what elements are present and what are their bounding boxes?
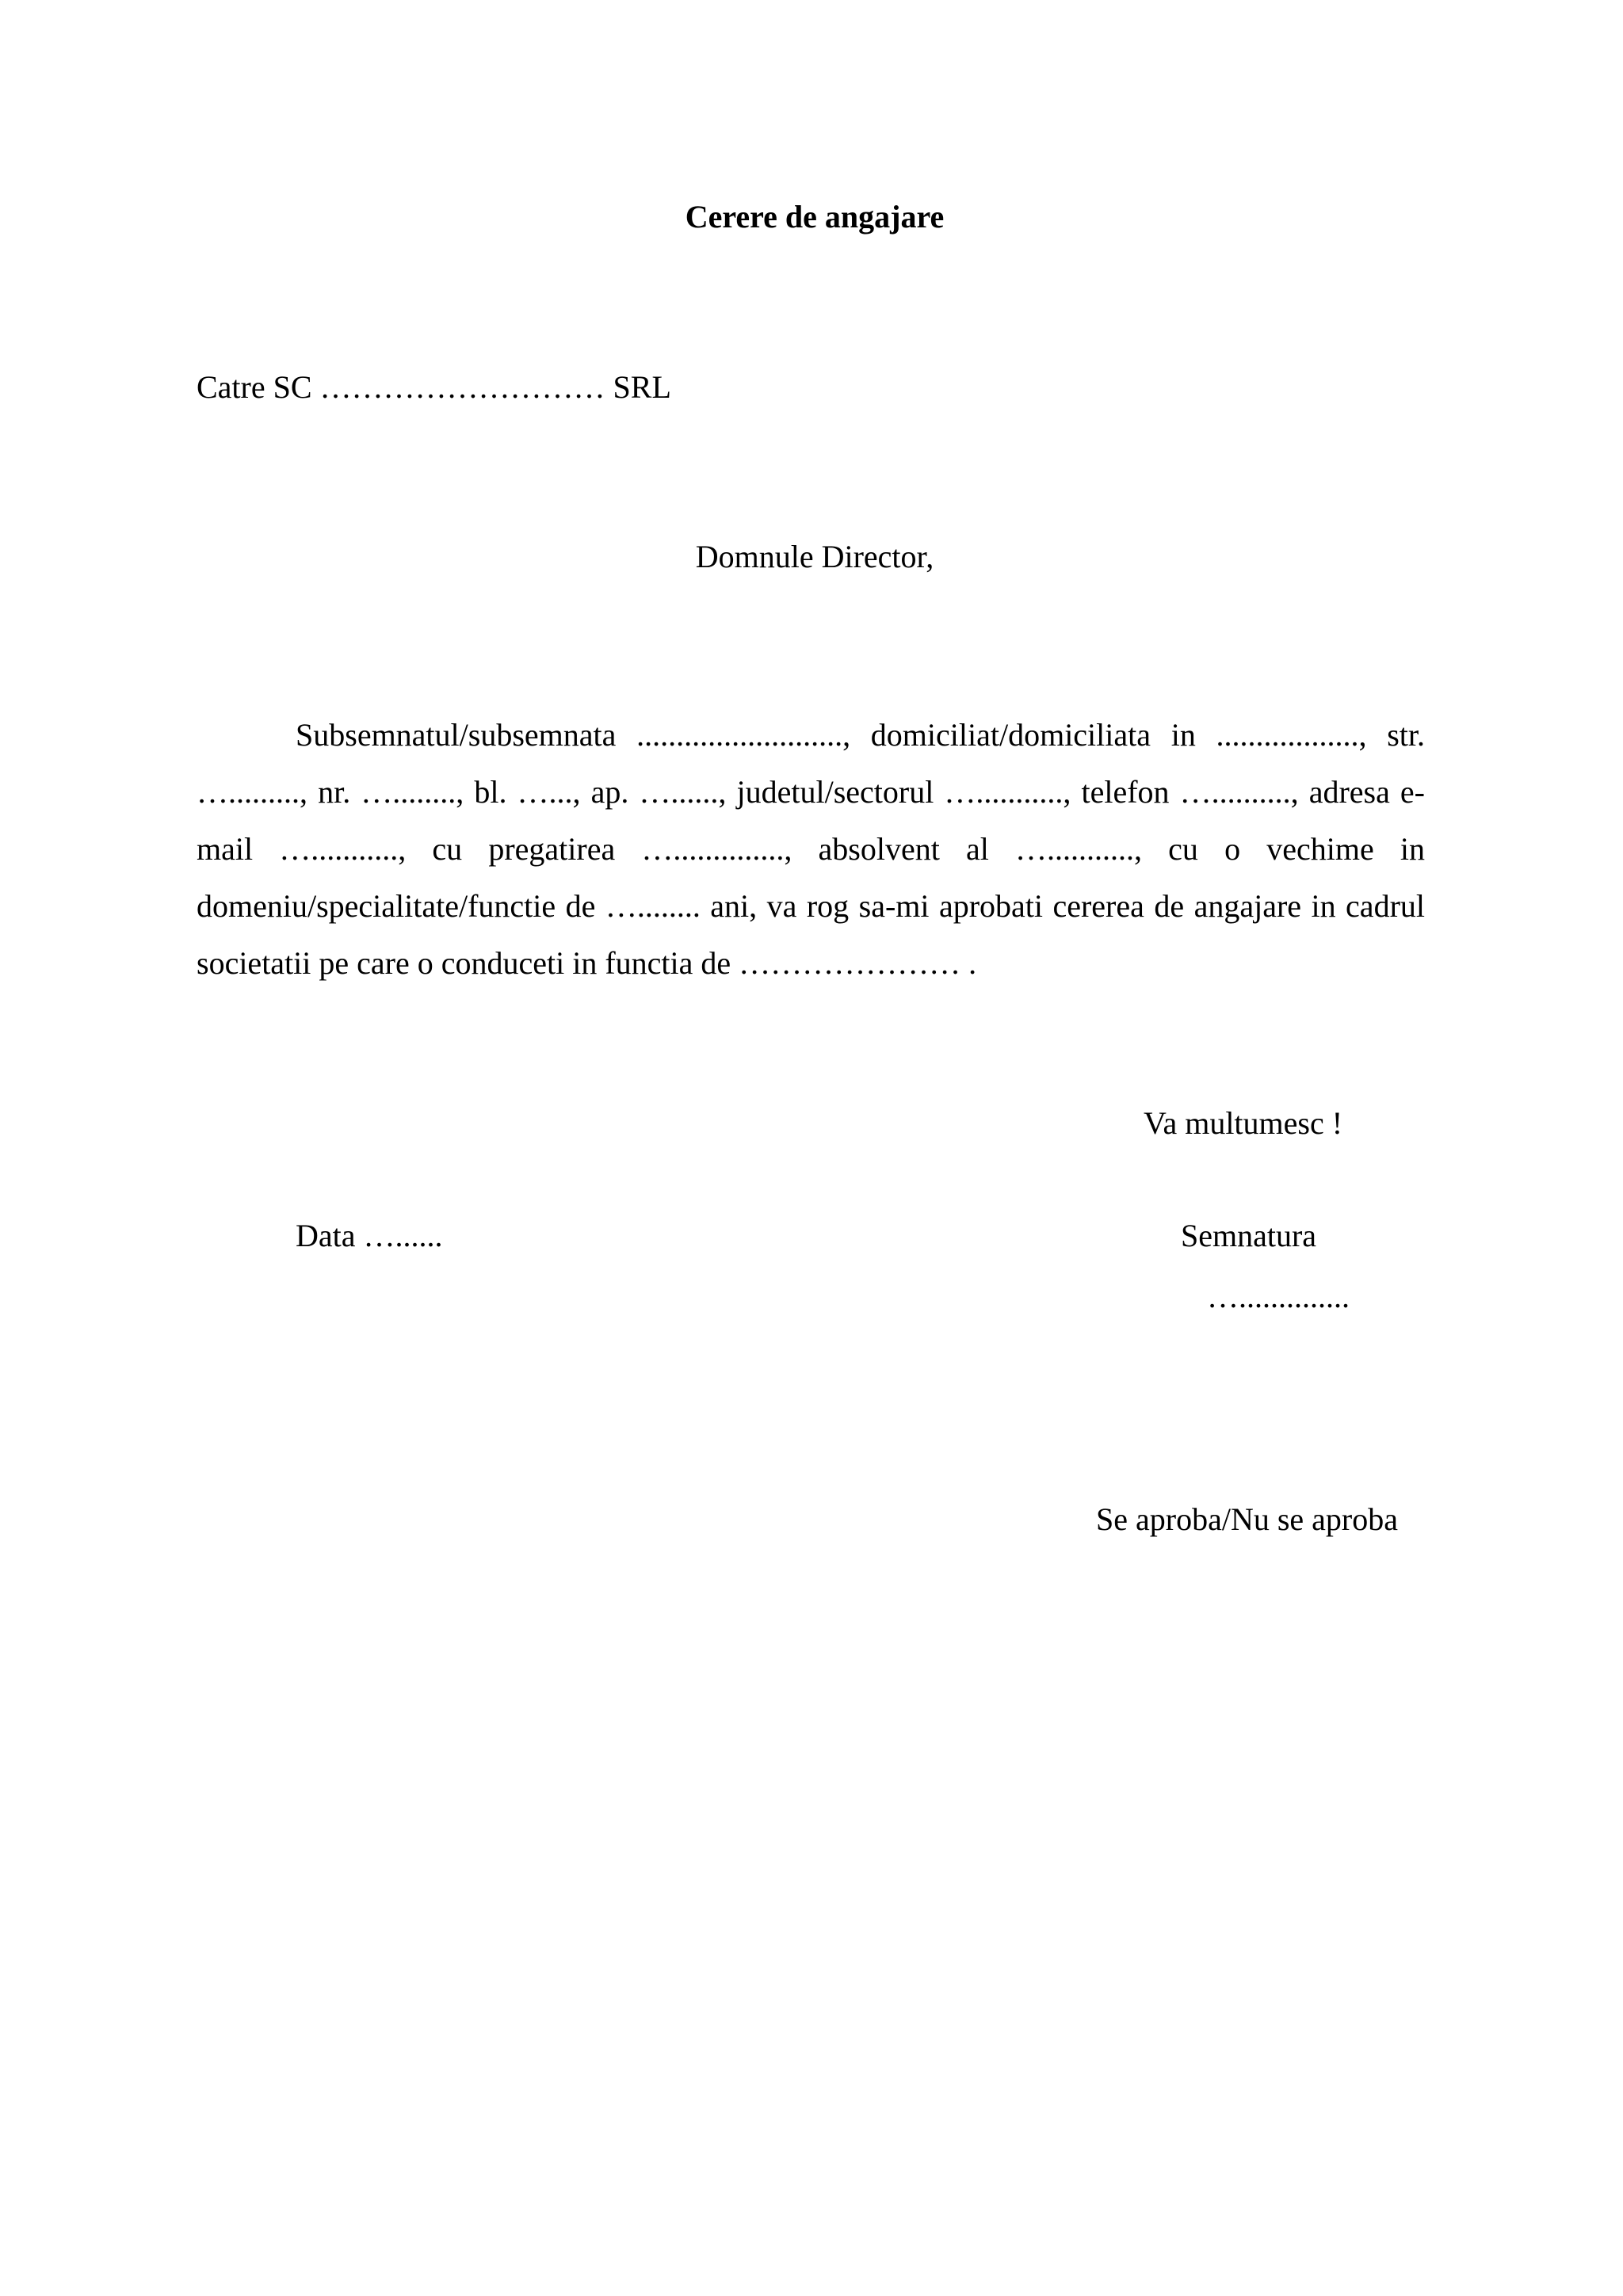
approval-line: Se aproba/Nu se aproba xyxy=(1096,1501,1398,1537)
salutation: Domnule Director, xyxy=(695,539,934,574)
date-field: Data …...... xyxy=(296,1218,443,1253)
signature-label: Semnatura xyxy=(1181,1218,1317,1253)
document-title: Cerere de angajare xyxy=(685,199,945,235)
body-paragraph: Subsemnatul/subsemnata .........................., domiciliat/domiciliata in .................., str. …........., nr. …........, bl. …..., ap. …......, judetul/sectorul …..........., telefon ….........., adresa e-mail …..........., cu pregatirea ….............., absolvent al …..........., cu o vechime in domeniu/specialitate/functie de …........ ani, va rog sa-mi aprobati cererea de angajare in cadrul societatii pe care o conduceti in functia de ………………… . xyxy=(197,717,1425,981)
recipient-line: Catre SC ……………………… SRL xyxy=(197,369,671,405)
signature-line: ….............. xyxy=(1207,1279,1350,1314)
closing-line: Va multumesc ! xyxy=(1144,1105,1343,1141)
